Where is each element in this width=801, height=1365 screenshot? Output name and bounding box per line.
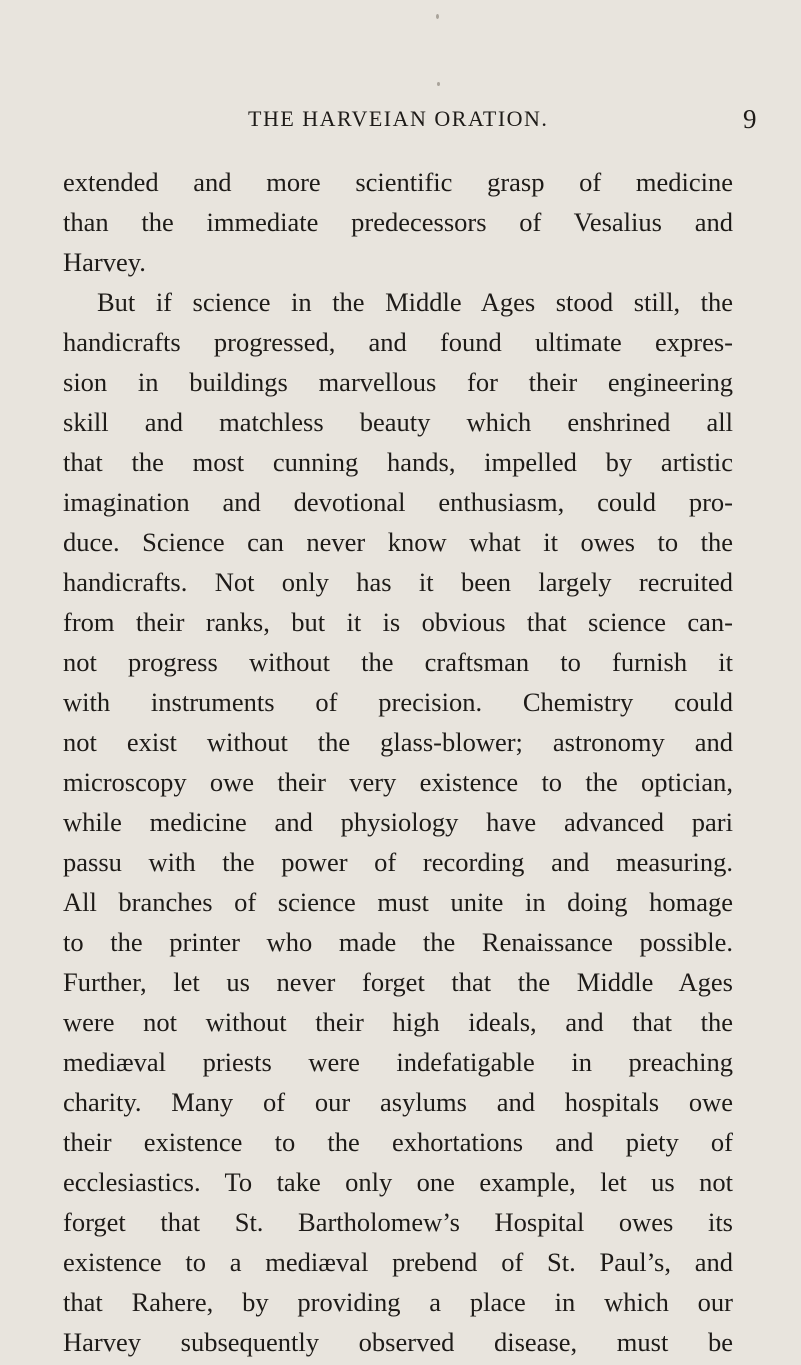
running-head [0,104,801,134]
text-line: duce. Science can never know what it owes to the [63,527,733,557]
text-line: sion in buildings marvellous for their engineering [63,367,733,397]
text-line: with instruments of precision. Chemistry could [63,687,733,717]
text-line: skill and matchless beauty which enshrined all [63,407,733,437]
text-line: handicrafts progressed, and found ultimate expres- [63,327,733,357]
body-text [63,162,733,1362]
running-head-title: THE HARVEIAN ORATION. [248,106,549,131]
text-line: charity. Many of our asylums and hospitals owe [63,1087,733,1117]
text-line: But if science in the Middle Ages stood still, the [97,287,733,317]
text-line: Harvey subsequently observed disease, must be [63,1327,733,1357]
text-line: ecclesiastics. To take only one example, let us not [63,1167,733,1197]
text-line: not progress without the craftsman to furnish it [63,647,733,677]
text-line: microscopy owe their very existence to the optician, [63,767,733,797]
text-line: while medicine and physiology have advanced pari [63,807,733,837]
text-line: not exist without the glass-blower; astronomy and [63,727,733,757]
text-line: handicrafts. Not only has it been largely recruited [63,567,733,597]
text-line: that Rahere, by providing a place in which our [63,1287,733,1317]
page-number: 9 [743,104,757,134]
text-line: their existence to the exhortations and piety of [63,1127,733,1157]
text-line: existence to a mediæval prebend of St. Paul’s, and [63,1247,733,1277]
print-speck-top [436,14,439,19]
paragraph-1 [63,162,733,282]
text-line: Further, let us never forget that the Middle Ages [63,967,733,997]
text-line: Harvey. [63,247,146,277]
paragraph-2 [63,282,733,1362]
text-line: from their ranks, but it is obvious that science can- [63,607,733,637]
text-line: extended and more scientific grasp of medicine [63,167,733,197]
text-line: that the most cunning hands, impelled by artistic [63,447,733,477]
text-line: mediæval priests were indefatigable in preaching [63,1047,733,1077]
text-line: All branches of science must unite in doing homage [63,887,733,917]
print-speck-head [437,82,440,86]
text-line: imagination and devotional enthusiasm, could pro- [63,487,733,517]
text-line: to the printer who made the Renaissance possible. [63,927,733,957]
text-line: were not without their high ideals, and that the [63,1007,733,1037]
text-line: passu with the power of recording and measuring. [63,847,733,877]
text-line: than the immediate predecessors of Vesalius and [63,207,733,237]
text-line: forget that St. Bartholomew’s Hospital owes its [63,1207,733,1237]
